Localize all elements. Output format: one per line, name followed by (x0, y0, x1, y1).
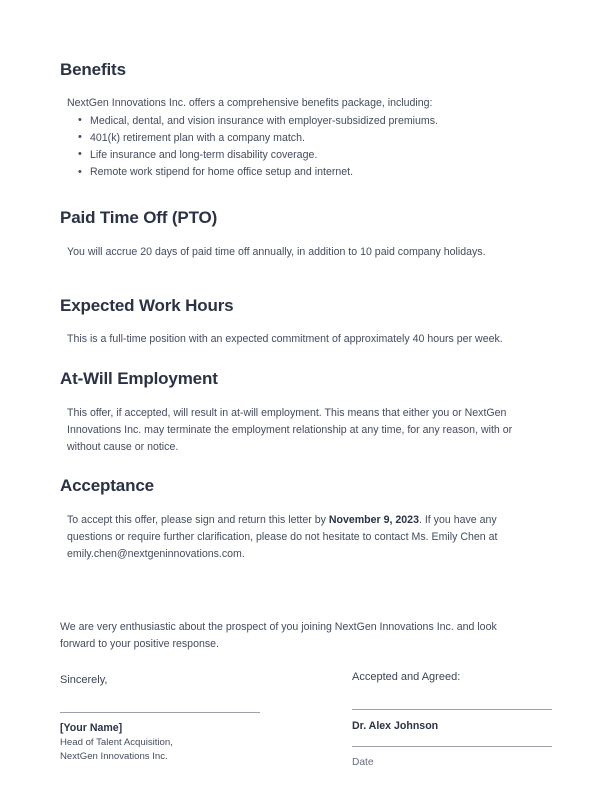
heading-benefits: Benefits (60, 60, 126, 79)
acceptance-text-before-date: To accept this offer, please sign and return this letter by (67, 513, 329, 526)
heading-at-will-employment: At-Will Employment (60, 369, 218, 389)
work-hours-paragraph: This is a full-time position with an expected commitment of approximately 40 hours per week. (67, 333, 503, 346)
pto-paragraph: You will accrue 20 days of paid time off annually, in addition to 10 paid company holidays. (67, 245, 486, 258)
salutation: Sincerely, (60, 674, 108, 687)
sender-title-line-2: NextGen Innovations Inc. (60, 750, 168, 762)
at-will-paragraph: This offer, if accepted, will result in at-will employment. This means that either you or NextGen Innovations Inc. may terminate the employment relationship at any time, for any reason, with or without cause or notice. (67, 406, 513, 453)
heading-acceptance: Acceptance (60, 476, 154, 496)
list-item: • 401(k) retirement plan with a company match. (67, 130, 552, 147)
recipient-signature-line (352, 709, 552, 710)
acceptance-paragraph (67, 512, 543, 563)
benefits-bullet-list (67, 113, 552, 182)
pto-body (60, 244, 552, 261)
list-item: • Life insurance and long-term disability coverage. (67, 147, 552, 164)
sender-title-line-1: Head of Talent Acquisition, (60, 737, 173, 749)
acceptance-body (60, 512, 552, 563)
recipient-name: Dr. Alex Johnson (352, 720, 439, 733)
at-will-body (60, 405, 552, 456)
benefits-body (60, 95, 552, 181)
date-label: Date (352, 756, 374, 768)
benefits-lead-in: NextGen Innovations Inc. offers a comprehensive benefits package, including: (67, 97, 433, 110)
closing-paragraph: We are very enthusiastic about the prospect of you joining NextGen Innovations Inc. and look forward to your positive response. (60, 620, 497, 651)
list-item: • Medical, dental, and vision insurance with employer-subsidized premiums. (67, 113, 552, 130)
accepted-and-agreed-label: Accepted and Agreed: (352, 670, 461, 683)
acceptance-text-after-date: . If you have any questions or require further clarification, please do not hesitate to contact Ms. Emily Chen at emily.chen@nextgeninnovations.com. (67, 513, 498, 560)
list-item: • Remote work stipend for home office setup and internet. (67, 164, 552, 181)
recipient-date-line (352, 746, 552, 747)
sender-signature-column (60, 712, 300, 764)
acceptance-deadline-date: November 9, 2023 (328, 513, 419, 526)
heading-expected-work-hours: Expected Work Hours (60, 295, 234, 315)
recipient-signature-column (352, 669, 562, 771)
work-hours-body (60, 331, 552, 348)
sender-name: [Your Name] (60, 721, 123, 734)
heading-paid-time-off: Paid Time Off (PTO) (60, 208, 218, 228)
sender-signature-line (60, 712, 260, 713)
